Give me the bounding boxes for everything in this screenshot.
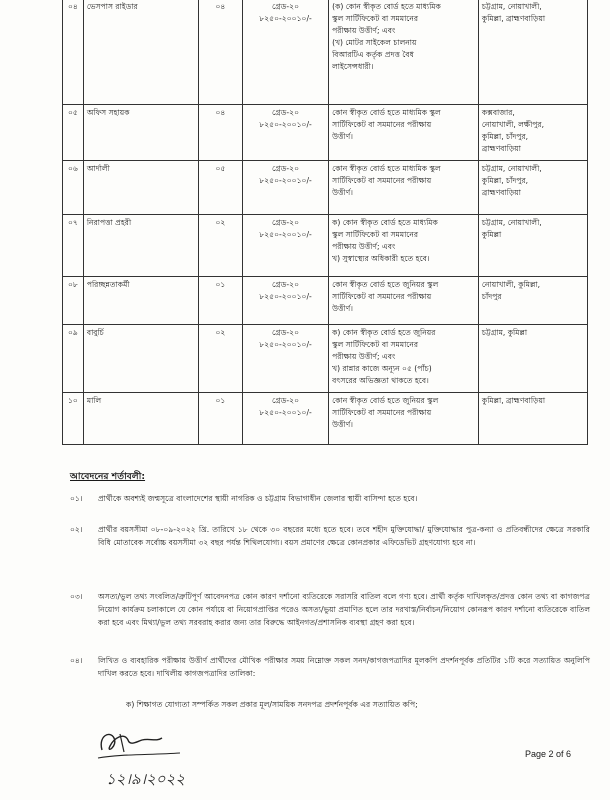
term-4: [70, 654, 590, 680]
term-number: ০২।: [70, 525, 83, 534]
grade-text: গ্রেড-২০: [272, 396, 300, 405]
table-row: [63, 105, 588, 161]
post-count: ০৪: [215, 2, 226, 11]
pay-scale: ৮২৫০-২০০১০/-: [259, 176, 312, 185]
serial-text: ০৭: [67, 218, 78, 227]
post-count-cell: [198, 215, 242, 277]
post-name-cell: [83, 105, 198, 161]
post-count-cell: [198, 393, 242, 445]
district-cell: [478, 215, 587, 277]
table-row: [63, 0, 588, 105]
qualification-line: (ক) কোন স্বীকৃত বোর্ড হতে মাধ্যমিক: [332, 2, 441, 11]
term-number: ০৪।: [70, 656, 83, 665]
post-name-cell: [83, 277, 198, 325]
grade-text: গ্রেড-২০: [272, 2, 300, 11]
serial-cell: [63, 277, 84, 325]
qualification-line: (খ) মোটর সাইকেল চালনায়: [332, 38, 417, 47]
post-name-cell: [83, 325, 198, 393]
term-number: ০৩।: [70, 592, 83, 601]
term-2: [70, 523, 590, 549]
post-name: বাবুর্চি: [86, 328, 104, 337]
district-cell: [478, 0, 587, 105]
grade-cell: [242, 215, 328, 277]
qualification-line: সার্টিফিকেট বা সমমানের পরীক্ষায়: [332, 292, 432, 301]
qualification-line: বিআরটিএ কর্তৃক প্রদত্ত বৈধ: [332, 50, 414, 59]
serial-cell: [63, 105, 84, 161]
post-name-cell: [83, 161, 198, 215]
term-3: [70, 590, 590, 629]
qualification-line: স্কুল সার্টিফিকেট বা সমমানের: [332, 340, 419, 349]
grade-cell: [242, 325, 328, 393]
signature-scribble: [90, 724, 200, 796]
term-4-subitem-a: ক) শিক্ষাগত যোগ্যতা সম্পর্কিত সকল প্রকার মূল/সাময়িক সনদপত্র প্রদর্শনপূর্বক এর সত্যায়িত কপি;: [126, 700, 418, 709]
table-row: [63, 325, 588, 393]
qualification-line: উত্তীর্ণ।: [332, 304, 353, 313]
terms-title: আবেদনের শর্তাবলী:: [70, 471, 146, 482]
grade-text: গ্রেড-২০: [272, 280, 300, 289]
post-count: ০১: [215, 280, 226, 289]
handwritten-signature: [90, 724, 200, 800]
district-line: কুমিল্লা, চাঁদপুর,: [481, 132, 529, 141]
qualification-line: উত্তীর্ণ।: [332, 420, 353, 429]
grade-cell: [242, 161, 328, 215]
qualification-line: কোন স্বীকৃত বোর্ড হতে মাধ্যমিক স্কুল: [332, 164, 441, 173]
table-row: [63, 393, 588, 445]
serial-cell: [63, 0, 84, 105]
district-cell: [478, 325, 587, 393]
district-line: ব্রাহ্মণবাড়িয়া: [481, 144, 521, 153]
pay-scale: ৮২৫০-২০০১০/-: [259, 408, 312, 417]
serial-text: ০৪: [67, 2, 78, 11]
district-line: চট্টগ্রাম, নোয়াখালী,: [481, 164, 542, 173]
grade-cell: [242, 277, 328, 325]
post-count: ০২: [215, 328, 226, 337]
term-text: প্রার্থীকে অবশ্যই জন্মসূত্রে বাংলাদেশের স্থায়ী নাগরিক ও চট্টগ্রাম বিভাগাধীন জেলার স্থায়ী বাসিন্দা হতে হবে।: [98, 494, 418, 503]
qualification-line: পরীক্ষায় উত্তীর্ণ; এবং: [332, 352, 396, 361]
post-count-cell: [198, 0, 242, 105]
qualification-line: উত্তীর্ণ।: [332, 188, 353, 197]
qualification-line: কোন স্বীকৃত বোর্ড হতে জুনিয়র স্কুল: [332, 280, 439, 289]
grade-cell: [242, 105, 328, 161]
post-name: পরিচ্ছন্নতাকর্মী: [86, 280, 130, 289]
qualification-line: পরীক্ষায় উত্তীর্ণ; এবং: [332, 242, 396, 251]
district-cell: [478, 277, 587, 325]
qualification-cell: [329, 277, 479, 325]
serial-cell: [63, 215, 84, 277]
district-line: নোয়াখালী, কুমিল্লা,: [481, 280, 540, 289]
district-line: চট্টগ্রাম, নোয়াখালী,: [481, 218, 542, 227]
district-line: কুমিল্লা: [481, 230, 502, 239]
post-name: অফিস সহায়ক: [86, 108, 130, 117]
qualification-line: বৎসরের অভিজ্ঞতা থাকতে হবে।: [332, 376, 429, 385]
district-cell: [478, 161, 587, 215]
serial-text: ১০: [67, 396, 78, 405]
serial-text: ০৫: [67, 108, 78, 117]
serial-cell: [63, 393, 84, 445]
term-number: ০১।: [70, 494, 83, 503]
grade-cell: [242, 393, 328, 445]
qualification-line: স্কুল সার্টিফিকেট বা সমমানের: [332, 230, 419, 239]
post-count-cell: [198, 105, 242, 161]
qualification-line: খ) সুস্বাস্থ্যের অধিকারী হতে হবে।: [332, 254, 430, 263]
page-number: Page 2 of 6: [525, 749, 572, 759]
qualification-line: সার্টিফিকেট বা সমমানের পরীক্ষায়: [332, 120, 432, 129]
district-line: কুমিল্লা, ব্রাহ্মণবাড়িয়া: [481, 14, 546, 23]
district-cell: [478, 393, 587, 445]
pay-scale: ৮২৫০-২০০১০/-: [259, 14, 312, 23]
post-count: ০৪: [215, 108, 226, 117]
post-name-cell: [83, 0, 198, 105]
qualification-line: ক) কোন স্বীকৃত বোর্ড হতে মাধ্যমিক: [332, 218, 438, 227]
table-row: [63, 215, 588, 277]
serial-text: ০৮: [67, 280, 78, 289]
qualification-line: উত্তীর্ণ।: [332, 132, 353, 141]
district-line: চাঁদপুর: [481, 292, 502, 301]
qualification-line: খ) রান্নার কাজে অন্যূন ০৫ (পাঁচ): [332, 364, 432, 373]
term-text: অসত্য/ভুল তথ্য সংবলিত/ত্রুটিপূর্ণ আবেদনপত্র কোন কারণ দর্শানো ব্যতিরেকে সরাসরি বাতিল বলে গণ্য হবে। প্রার্থী কর্তৃক দাখিলকৃত/প্রদত্ত কোন তথ্য বা কাগজপত্র নিয়োগ কার্যক্রম চলাকালে যে কোন পর্যায়ে বা নিয়োগপ্রাপ্তির পরেও অসত্য/ভুয়া প্রমাণিত হলে তার দরখাস্ত/নির্বাচন/নিয়োগ কোনরূপ কারণ দর্শানো ব্যতিরেকে বাতিল করা হবে এবং মিথ্যা/ভুল তথ্য সরবরাহ করার জন্য তার বিরুদ্ধে আইনগত/প্রশাসনিক ব্যবস্থা গ্রহণ করা হবে।: [98, 592, 590, 627]
district-line: ব্রাহ্মণবাড়িয়া: [481, 188, 521, 197]
grade-text: গ্রেড-২০: [272, 218, 300, 227]
qualification-line: ক) কোন স্বীকৃত বোর্ড হতে জুনিয়র: [332, 328, 436, 337]
post-count-cell: [198, 161, 242, 215]
serial-cell: [63, 161, 84, 215]
pay-scale: ৮২৫০-২০০১০/-: [259, 292, 312, 301]
qualification-line: কোন স্বীকৃত বোর্ড হতে জুনিয়র স্কুল: [332, 396, 439, 405]
post-name-cell: [83, 393, 198, 445]
post-name: মালি: [86, 396, 102, 405]
term-1: [70, 492, 590, 505]
pay-scale: ৮২৫০-২০০১০/-: [259, 120, 312, 129]
grade-text: গ্রেড-২০: [272, 328, 300, 337]
district-line: কুমিল্লা, চাঁদপুর,: [481, 176, 529, 185]
post-count-cell: [198, 325, 242, 393]
pay-scale: ৮২৫০-২০০১০/-: [259, 340, 312, 349]
qualification-line: লাইসেন্সধারী।: [332, 62, 374, 71]
grade-text: গ্রেড-২০: [272, 164, 300, 173]
grade-cell: [242, 0, 328, 105]
serial-text: ০৬: [67, 164, 78, 173]
post-count: ০৫: [215, 164, 226, 173]
grade-text: গ্রেড-২০: [272, 108, 300, 117]
qualification-line: সার্টিফিকেট বা সমমানের পরীক্ষায়: [332, 176, 432, 185]
post-name-cell: [83, 215, 198, 277]
district-line: চট্টগ্রাম, নোয়াখালী,: [481, 2, 542, 11]
post-name: ভেসপাস রাইডার: [86, 2, 138, 11]
district-line: কক্সবাজার,: [481, 108, 515, 117]
post-count: ০২: [215, 218, 226, 227]
pay-scale: ৮২৫০-২০০১০/-: [259, 230, 312, 239]
qualification-cell: [329, 161, 479, 215]
district-line: নোয়াখালী, লক্ষীপুর,: [481, 120, 544, 129]
qualification-line: স্কুল সার্টিফিকেট বা সমমানের: [332, 14, 419, 23]
term-text: লিখিত ও ব্যবহারিক পরীক্ষায় উত্তীর্ণ প্রার্থীদের মৌখিক পরীক্ষার সময় নিম্নোক্ত সকল সনদ/কাগজপত্রাদির মূলকপি প্রদর্শনপূর্বক প্রতিটির ১টি করে সত্যায়িত অনুলিপি দাখিল করতে হবে। দাখিলীয় কাগজপত্রাদির তালিকা:: [98, 656, 590, 678]
district-line: চট্টগ্রাম, কুমিল্লা: [481, 328, 528, 337]
qualification-cell: [329, 215, 479, 277]
post-count-cell: [198, 277, 242, 325]
table-row: [63, 277, 588, 325]
qualification-cell: [329, 325, 479, 393]
serial-cell: [63, 325, 84, 393]
post-count: ০১: [215, 396, 226, 405]
term-text: প্রার্থীর বয়সসীমা ০৮-০৯-২০২২ খ্রি. তারিখে ১৮ থেকে ৩০ বছরের মধ্যে হতে হবে। তবে শহীদ মুক্তিযোদ্ধা/ মুক্তিযোদ্ধার পুত্র-কন্যা ও প্রতিবন্ধীদের ক্ষেত্রে সরকারি বিধি মোতাবেক সর্বোচ্চ বয়সসীমা ৩২ বছর পর্যন্ত শিথিলযোগ্য। বয়স প্রমাণের ক্ষেত্রে কোনপ্রকার এফিডেভিট গ্রহণযোগ্য হবে না।: [98, 525, 590, 547]
qualification-line: পরীক্ষায় উত্তীর্ণ; এবং: [332, 26, 396, 35]
post-name: আর্দালী: [86, 164, 110, 173]
qualification-cell: [329, 105, 479, 161]
table-row: [63, 161, 588, 215]
qualification-line: কোন স্বীকৃত বোর্ড হতে মাধ্যমিক স্কুল: [332, 108, 441, 117]
district-line: কুমিল্লা, ব্রাহ্মণবাড়িয়া: [481, 396, 546, 405]
serial-text: ০৯: [67, 328, 78, 337]
district-cell: [478, 105, 587, 161]
posts-table: [62, 0, 588, 445]
qualification-cell: [329, 0, 479, 105]
qualification-line: সার্টিফিকেট বা সমমানের পরীক্ষায়: [332, 408, 432, 417]
signature-date: ১২।৯।২০২২: [106, 770, 185, 788]
qualification-cell: [329, 393, 479, 445]
post-name: নিরাপত্তা প্রহরী: [86, 218, 132, 227]
